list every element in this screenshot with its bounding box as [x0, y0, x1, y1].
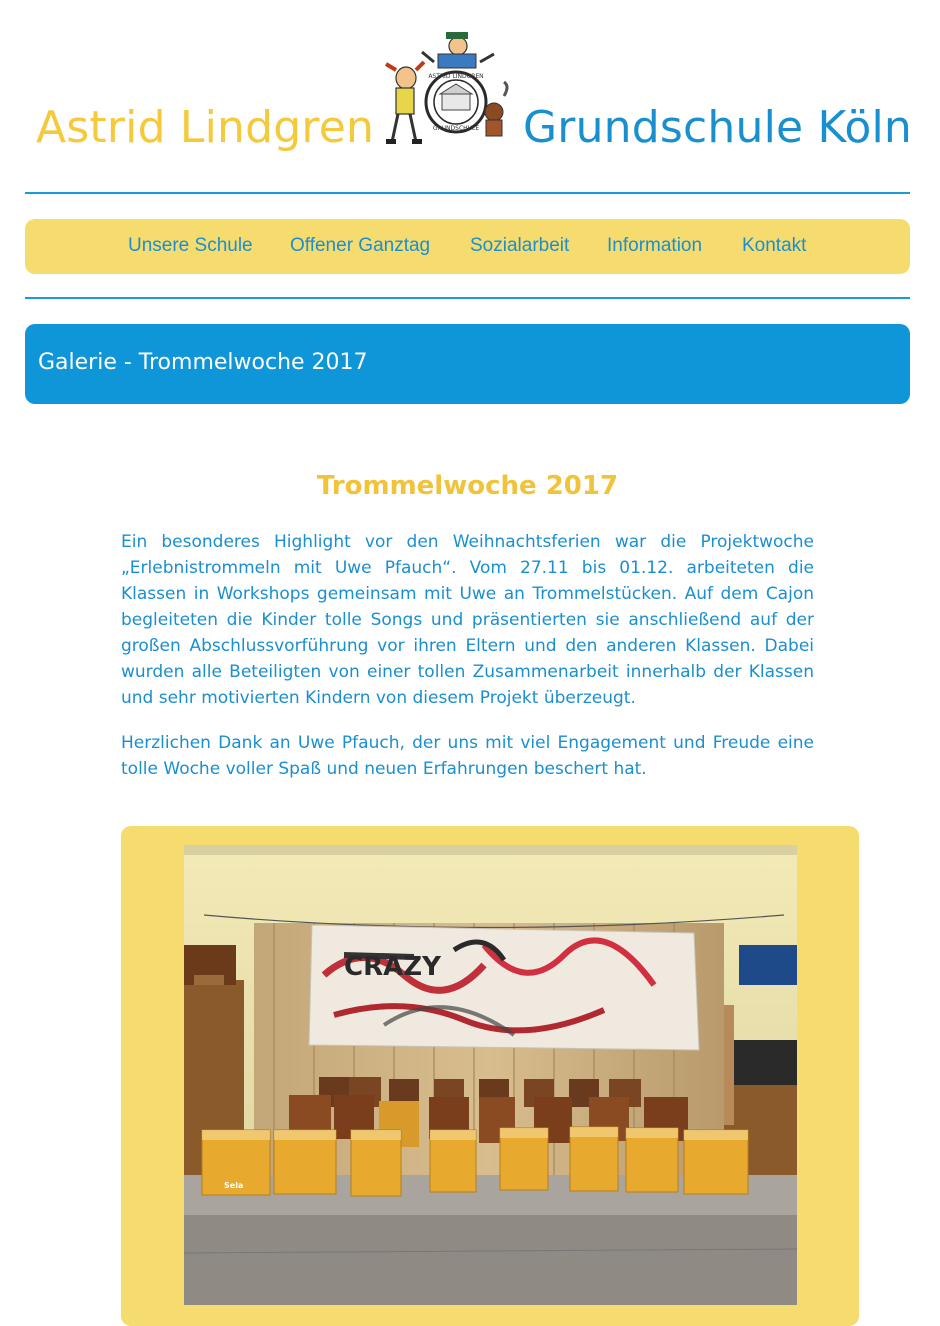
nav-item-offener-ganztag[interactable]: Offener Ganztag: [290, 235, 431, 256]
nav-item-kontakt[interactable]: Kontakt: [742, 235, 807, 256]
article-paragraph-2: Herzlichen Dank an Uwe Pfauch, der uns mit viel Engagement und Freude eine tolle Woche voller Spaß und neuen Erfahrungen beschert hat.: [121, 733, 814, 779]
divider-bottom: [25, 297, 910, 299]
photo-gallery: [121, 826, 859, 1326]
cajon-stage-photo[interactable]: [184, 845, 797, 1305]
banner-graffiti-text: CRAZY: [344, 952, 441, 982]
svg-text:GRUNDSCHULE: GRUNDSCHULE: [432, 125, 480, 132]
main-navigation: [25, 219, 910, 274]
divider-top: [25, 192, 910, 194]
page-banner: [25, 324, 910, 404]
cajon-brand-label: Sela: [224, 1181, 244, 1190]
brand-name-left[interactable]: Astrid Lindgren: [36, 102, 375, 153]
article-paragraph-1: Ein besonderes Highlight vor den Weihnachtsferien war die Projektwoche „Erlebnistrommeln mit Uwe Pfauch“. Vom 27.11 bis 01.12. arbeiteten die Klassen in Workshops gemeinsam mit Uwe an Trommelstücken. Auf dem Cajon begleiteten die Kinder tolle Songs und präsentierten sie anschließend auf der großen Abschlussvorführung vor ihren Eltern und den anderen Klassen. Dabei wurden alle Beteiligten von einer tollen Zusammenarbeit innerhalb der Klassen und sehr motivierten Kindern von diesem Projekt überzeugt.: [121, 532, 814, 708]
svg-text:ASTRID LINDGREN: ASTRID LINDGREN: [428, 73, 484, 80]
school-logo-icon[interactable]: [376, 26, 512, 152]
nav-item-unsere-schule[interactable]: Unsere Schule: [128, 235, 253, 256]
brand-name-right[interactable]: Grundschule Köln: [523, 102, 912, 153]
nav-item-sozialarbeit[interactable]: Sozialarbeit: [470, 235, 570, 256]
nav-item-information[interactable]: Information: [607, 235, 703, 256]
page-title: Galerie - Trommelwoche 2017: [38, 350, 368, 375]
article-title: Trommelwoche 2017: [316, 471, 619, 501]
site-header: [0, 0, 940, 192]
